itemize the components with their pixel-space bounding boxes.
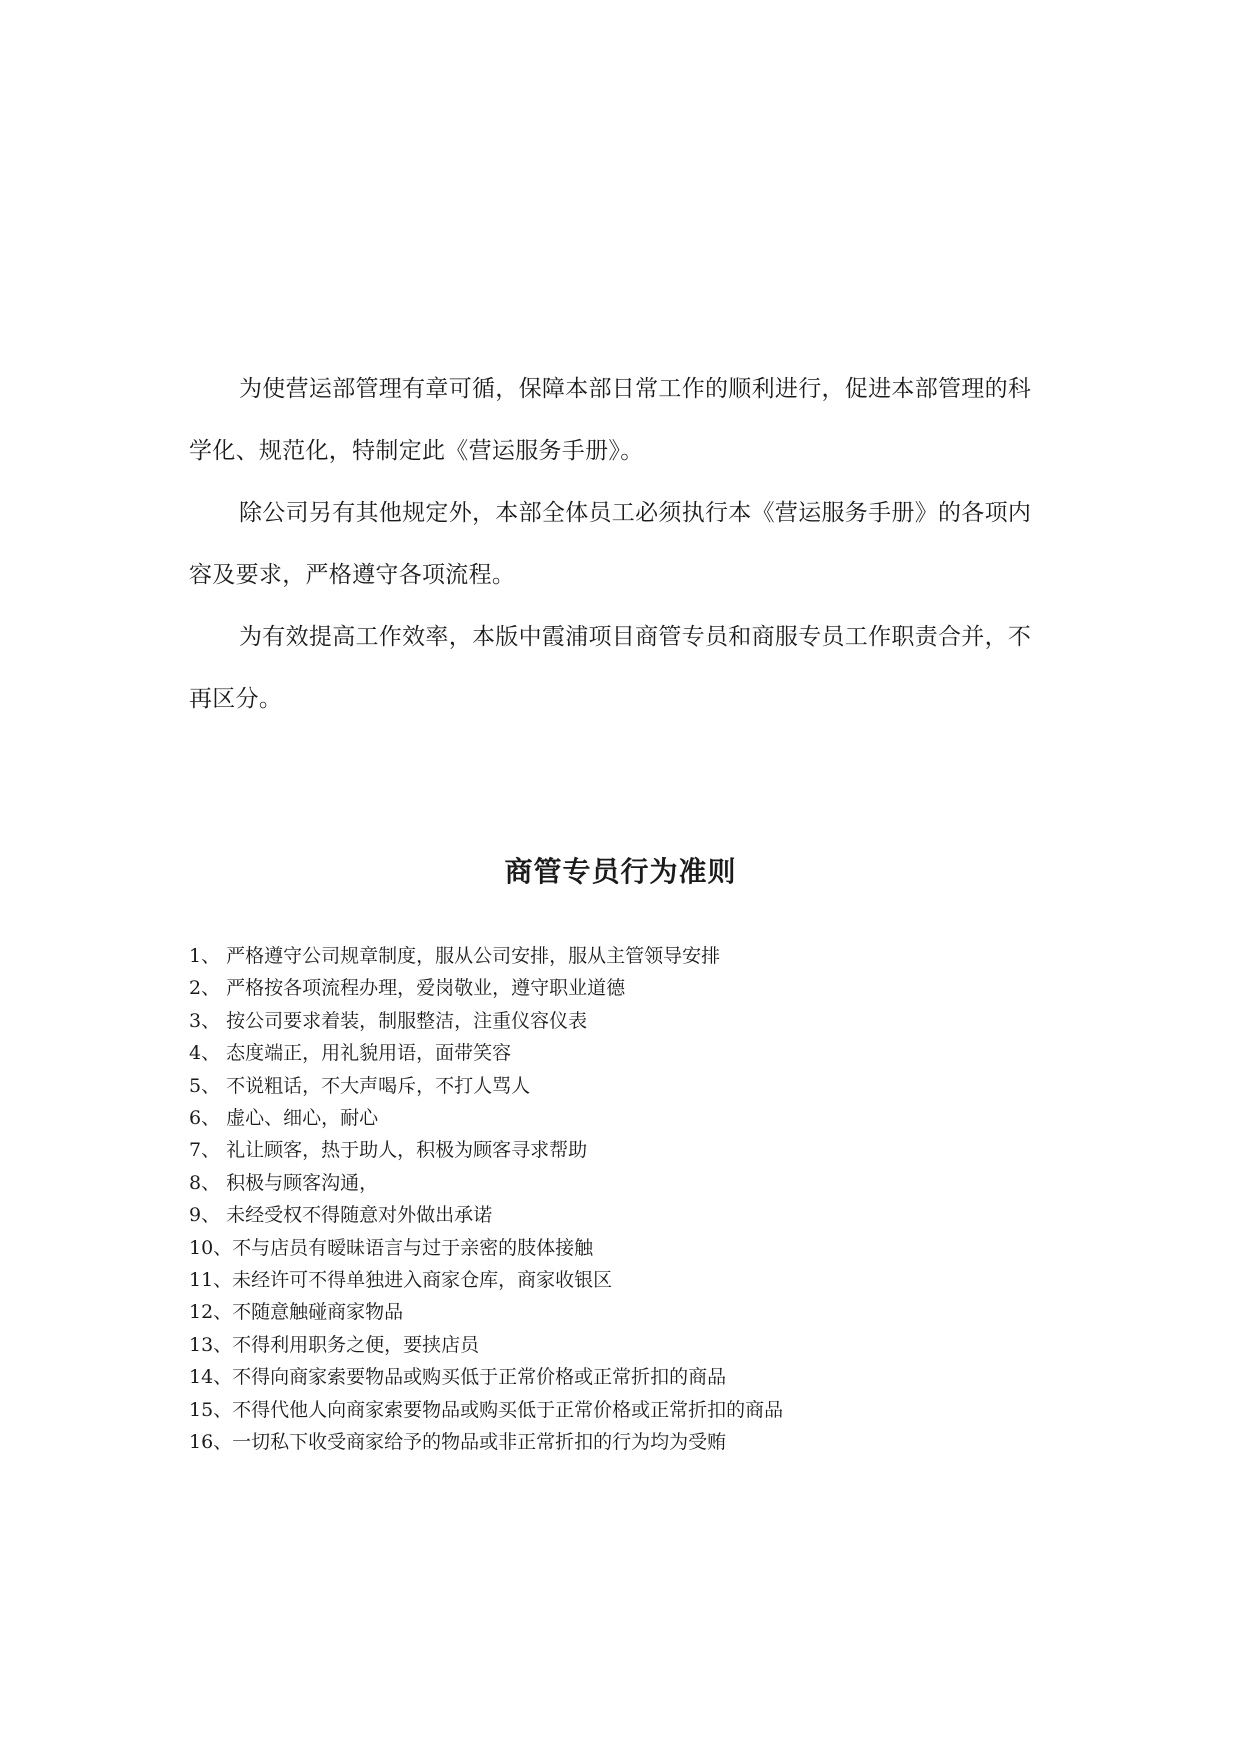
rule-item: 4、 态度端正，用礼貌用语，面带笑容 [189, 1042, 512, 1065]
rules-list [189, 940, 1039, 1459]
rule-item: 1、 严格遵守公司规章制度，服从公司安排，服从主管领导安排 [189, 945, 721, 967]
rule-item: 11、未经许可不得单独进入商家仓库，商家收银区 [189, 1269, 613, 1292]
intro-paragraph: 为使营运部管理有章可循，保障本部日常工作的顺利进行，促进本部管理的科学化、规范化，特制定此《营运服务手册》。 [189, 376, 1032, 464]
rule-item: 6、 虚心、细心，耐心 [189, 1107, 379, 1130]
rule-item: 16、一切私下收受商家给予的物品或非正常折扣的行为均为受贿 [189, 1431, 727, 1454]
intro-section [189, 358, 1039, 730]
intro-paragraph: 为有效提高工作效率，本版中霞浦项目商管专员和商服专员工作职责合并，不再区分。 [189, 624, 1032, 712]
rule-item: 8、 积极与顾客沟通， [189, 1171, 379, 1194]
rule-item: 3、 按公司要求着装，制服整洁，注重仪容仪表 [189, 1009, 588, 1032]
rule-item: 9、 未经受权不得随意对外做出承诺 [189, 1204, 493, 1227]
rule-item: 12、不随意触碰商家物品 [189, 1301, 404, 1324]
rule-item: 7、 礼让顾客，热于助人，积极为顾客寻求帮助 [189, 1139, 588, 1162]
rule-item: 2、 严格按各项流程办理，爱岗敬业，遵守职业道德 [189, 977, 626, 1000]
rule-item: 14、不得向商家索要物品或购买低于正常价格或正常折扣的商品 [189, 1366, 727, 1389]
rule-item: 10、不与店员有暧昧语言与过于亲密的肢体接触 [189, 1236, 594, 1259]
rule-item: 13、不得利用职务之便，要挟店员 [189, 1333, 480, 1356]
section-title: 商管专员行为准则 [504, 855, 737, 888]
rule-item: 5、 不说粗话，不大声喝斥，不打人骂人 [189, 1074, 531, 1097]
intro-paragraph: 除公司另有其他规定外，本部全体员工必须执行本《营运服务手册》的各项内容及要求，严格遵守各项流程。 [189, 500, 1032, 588]
rule-item: 15、不得代他人向商家索要物品或购买低于正常价格或正常折扣的商品 [189, 1398, 784, 1421]
